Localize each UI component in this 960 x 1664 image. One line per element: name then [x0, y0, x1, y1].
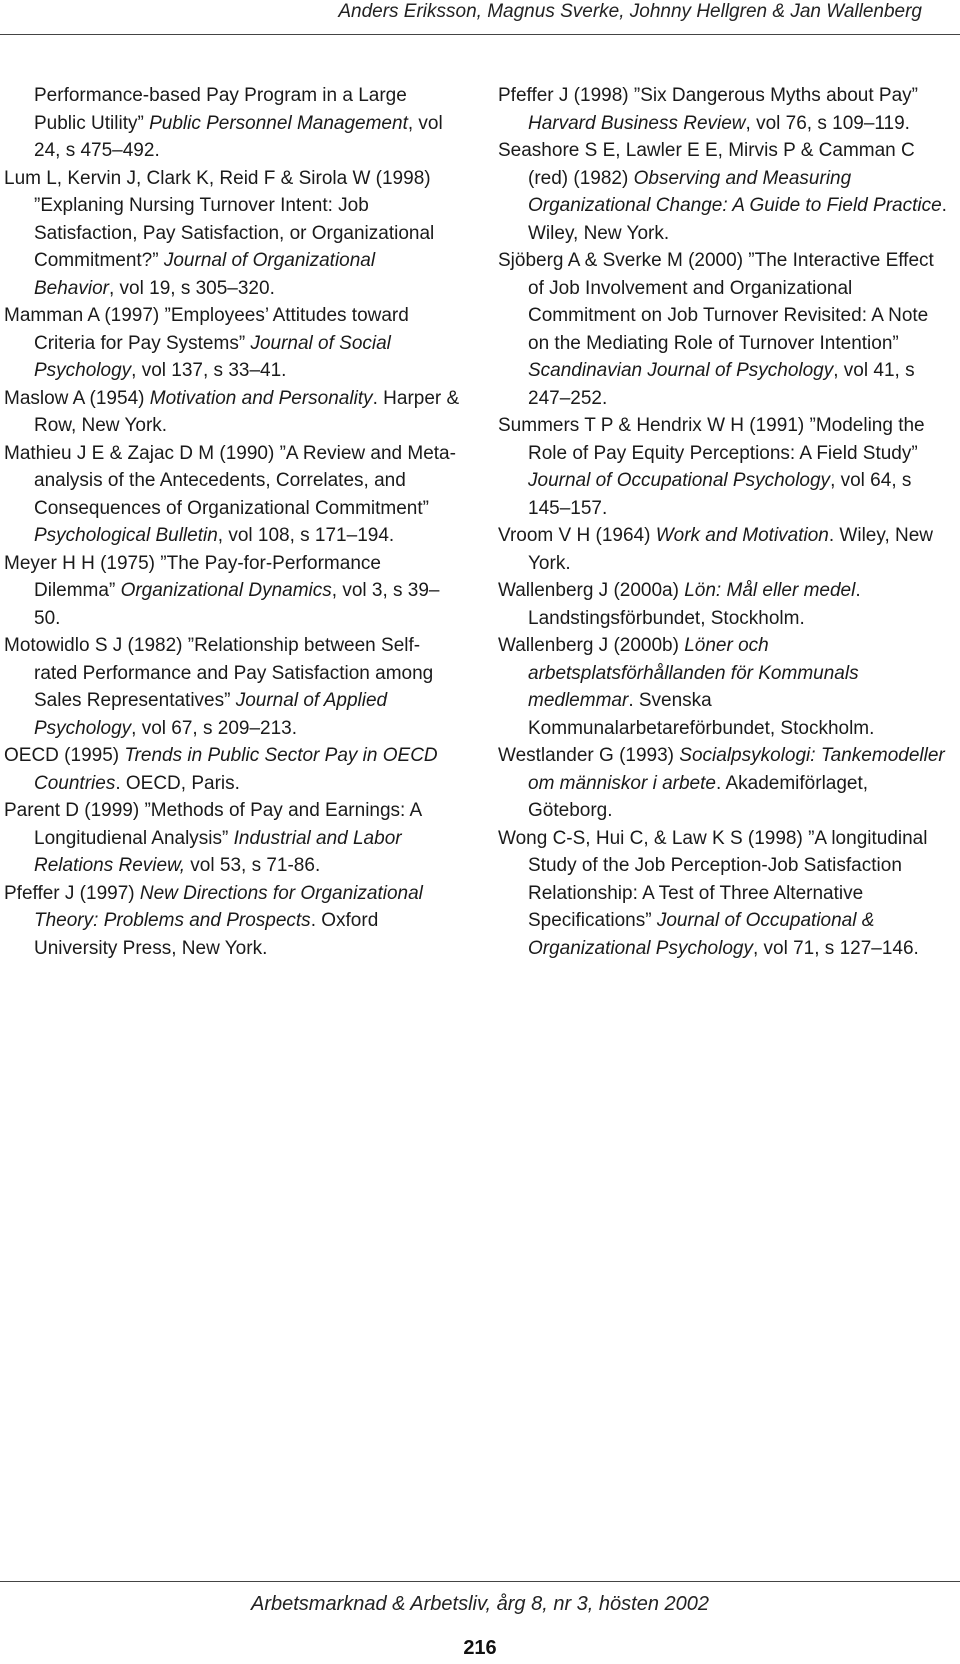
reference-title: Industrial and Labor Relations Review,: [34, 827, 402, 876]
header-rule: [0, 34, 960, 35]
reference-text: Wallenberg J (2000b): [498, 635, 685, 656]
reference-entry: [498, 522, 950, 577]
reference-text: Sjöberg A & Sverke M (2000) ”The Interactive Effect of Job Involvement and Organizational Commitment on Job Turnover Revisited: A Note on the Mediating Role of Turnover Intention”: [498, 250, 934, 354]
reference-text: Mathieu J E & Zajac D M (1990) ”A Review and Meta-analysis of the Antecedents, Correlates, and Consequences of Organizational Commitment”: [4, 442, 456, 519]
reference-text: Seashore S E, Lawler E E, Mirvis P & Camman C (red) (1982): [498, 140, 915, 189]
reference-entry: [498, 412, 950, 522]
reference-text: Summers T P & Hendrix W H (1991) ”Modeling the Role of Pay Equity Perceptions: A Field Study”: [498, 415, 925, 464]
footer-journal-citation: Arbetsmarknad & Arbetsliv, årg 8, nr 3, hösten 2002: [250, 1593, 710, 1615]
reference-title: Motivation and Personality: [149, 387, 373, 409]
reference-text: , vol 76, s 109–119.: [745, 112, 910, 134]
reference-text: Parent D (1999) ”Methods of Pay and Earnings: A Longitudienal Analysis”: [4, 800, 422, 849]
reference-entry: [4, 440, 460, 550]
reference-text: , vol 19, s 305–320.: [109, 277, 275, 299]
reference-text: Pfeffer J (1998) ”Six Dangerous Myths about Pay”: [498, 85, 918, 106]
reference-entry: [498, 632, 950, 742]
reference-title: Journal of Occupational Psychology: [528, 470, 831, 491]
reference-text: Pfeffer J (1997): [4, 882, 140, 904]
reference-text: OECD (1995): [4, 745, 125, 766]
reference-title: Socialpsykologi: Tankemodeller om människor i arbete: [528, 745, 945, 794]
reference-title: Journal of Social Psychology: [34, 332, 391, 381]
reference-text: . Harper & Row, New York.: [34, 387, 460, 436]
reference-entry: [498, 137, 950, 247]
references-left-column: [4, 82, 460, 962]
reference-text: Maslow A (1954): [4, 387, 150, 409]
reference-entry: [498, 742, 950, 825]
reference-text: Lum L, Kervin J, Clark K, Reid F & Sirola W (1998) ”Explaning Nursing Turnover Intent: Job Satisfaction, Pay Satisfaction, or Organizational Commitment?”: [4, 167, 435, 271]
reference-text: . Svenska Kommunalarbetareförbundet, Stockholm.: [528, 690, 875, 739]
reference-text: . Oxford University Press, New York.: [34, 910, 379, 959]
reference-text: Mamman A (1997) ”Employees’ Attitudes toward Criteria for Pay Systems”: [4, 305, 409, 354]
reference-text: , vol 24, s 475–492.: [34, 112, 443, 161]
reference-entry: [4, 385, 460, 440]
reference-title: Journal of Organizational Behavior: [34, 250, 376, 299]
reference-text: , vol 67, s 209–213.: [131, 717, 298, 739]
reference-text: , vol 64, s 145–157.: [528, 470, 912, 519]
reference-title: Organizational Dynamics: [120, 580, 332, 601]
reference-title: Public Personnel Management: [149, 112, 408, 134]
reference-entry: [4, 797, 460, 880]
reference-entry: [4, 880, 460, 963]
reference-entry: [4, 632, 460, 742]
reference-entry: [498, 577, 950, 632]
reference-text: . OECD, Paris.: [115, 772, 240, 794]
reference-text: , vol 3, s 39–50.: [34, 580, 440, 629]
reference-title: Scandinavian Journal of Psychology: [528, 360, 834, 381]
reference-entry: [4, 742, 460, 797]
reference-text: vol 53, s 71-86.: [185, 855, 321, 876]
reference-title: Work and Motivation: [655, 525, 829, 546]
reference-entry: [4, 165, 460, 303]
reference-text: Performance-based Pay Program in a Large Public Utility”: [34, 85, 407, 134]
reference-title: New Directions for Organizational Theory: Problems and Prospects: [34, 882, 423, 931]
reference-entry: [498, 82, 950, 137]
reference-text: . Akademiförlaget, Göteborg.: [528, 772, 869, 821]
reference-title: Lön: Mål eller medel: [684, 580, 856, 601]
reference-entry: [4, 302, 460, 385]
reference-text: Meyer H H (1975) ”The Pay-for-Performance Dilemma”: [4, 552, 381, 601]
footer-rule: [0, 1581, 960, 1582]
reference-entry: [498, 247, 950, 412]
reference-text: Vroom V H (1964): [498, 525, 656, 546]
page-number: 216: [463, 1637, 497, 1659]
reference-text: Westlander G (1993): [498, 745, 680, 766]
reference-text: . Landstingsförbundet, Stockholm.: [528, 580, 861, 629]
reference-text: . Wiley, New York.: [528, 195, 947, 244]
reference-text: , vol 108, s 171–194.: [217, 525, 395, 546]
reference-title: Psychological Bulletin: [34, 525, 218, 546]
reference-title: Journal of Applied Psychology: [34, 690, 388, 739]
reference-title: Löner och arbetsplatsförhållanden för Kommunals medlemmar: [528, 635, 859, 711]
reference-title: Journal of Occupational & Organizational Psychology: [528, 910, 875, 959]
reference-entry: [4, 550, 460, 633]
references-right-column: [498, 82, 950, 962]
reference-title: Harvard Business Review: [528, 112, 746, 134]
reference-text: . Wiley, New York.: [528, 525, 934, 574]
reference-entry: [4, 82, 460, 165]
reference-text: , vol 71, s 127–146.: [752, 937, 919, 959]
running-head-authors: Anders Eriksson, Magnus Sverke, Johnny Hellgren & Jan Wallenberg: [338, 1, 922, 22]
reference-text: Wong C-S, Hui C, & Law K S (1998) ”A longitudinal Study of the Job Perception-Job Satisfaction Relationship: A Test of Three Alternative Specifications”: [498, 827, 928, 931]
reference-title: Observing and Measuring Organizational Change: A Guide to Field Practice: [528, 167, 942, 216]
reference-text: , vol 41, s 247–252.: [528, 360, 915, 409]
reference-title: Trends in Public Sector Pay in OECD Countries: [34, 745, 438, 794]
reference-entry: [498, 825, 950, 963]
reference-text: Wallenberg J (2000a): [498, 580, 685, 601]
reference-text: Motowidlo S J (1982) ”Relationship between Self-rated Performance and Pay Satisfaction among Sales Representatives”: [4, 635, 434, 711]
reference-text: , vol 137, s 33–41.: [131, 360, 287, 381]
